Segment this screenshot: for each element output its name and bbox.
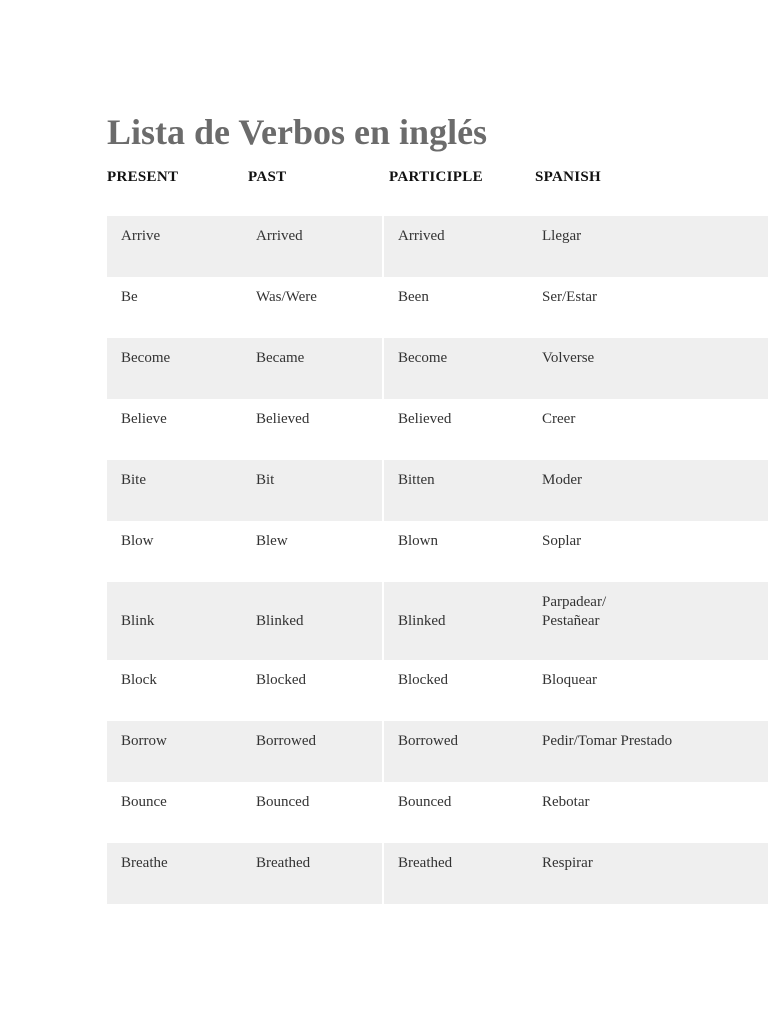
cell-participle: Been: [398, 289, 429, 305]
cell-present: Bite: [121, 472, 146, 488]
header-past: PAST: [248, 169, 287, 185]
cell-participle: Blown: [398, 533, 439, 549]
cell-spanish: Respirar: [542, 855, 593, 871]
cell-present: Be: [121, 289, 138, 305]
cell-spanish: Pedir/Tomar Prestado: [542, 733, 673, 749]
cell-present: Blink: [121, 613, 155, 629]
cell-past: Bit: [256, 472, 275, 488]
verb-table: [107, 216, 768, 904]
cell-present: Blow: [121, 533, 154, 549]
cell-present: Become: [121, 350, 171, 366]
cell-participle: Blocked: [398, 672, 448, 688]
header-participle: PARTICIPLE: [389, 169, 483, 185]
cell-participle: Bitten: [398, 472, 435, 488]
header-present: PRESENT: [107, 169, 179, 185]
cell-spanish: Llegar: [542, 228, 582, 244]
table-row: [107, 660, 768, 721]
cell-spanish: Bloquear: [542, 672, 597, 688]
cell-spanish: Volverse: [542, 350, 595, 366]
cell-past: Blocked: [256, 672, 306, 688]
table-row: [107, 338, 768, 399]
table-row: [107, 460, 768, 521]
cell-present: Believe: [121, 411, 167, 427]
table-row: [107, 521, 768, 582]
cell-spanish: Ser/Estar: [542, 289, 597, 305]
cell-spanish: Soplar: [542, 533, 582, 549]
cell-participle: Bounced: [398, 794, 452, 810]
table-row: [107, 843, 768, 904]
cell-spanish: Moder: [542, 472, 582, 488]
cell-present: Bounce: [121, 794, 167, 810]
cell-participle: Become: [398, 350, 448, 366]
table-row: [107, 582, 768, 660]
column-divider: [382, 721, 384, 782]
table-row: [107, 216, 768, 277]
column-divider: [382, 843, 384, 904]
cell-present: Borrow: [121, 733, 167, 749]
header-spanish: SPANISH: [535, 169, 602, 185]
cell-present: Block: [121, 672, 157, 688]
cell-past: Was/Were: [256, 289, 317, 305]
column-divider: [382, 338, 384, 399]
cell-present: Breathe: [121, 855, 168, 871]
cell-past: Blew: [256, 533, 288, 549]
cell-present: Arrive: [121, 228, 161, 244]
cell-past: Arrived: [256, 228, 303, 244]
cell-past: Borrowed: [256, 733, 316, 749]
cell-participle: Breathed: [398, 855, 453, 871]
cell-past: Became: [256, 350, 305, 366]
cell-spanish: Rebotar: [542, 794, 590, 810]
cell-past: Believed: [256, 411, 310, 427]
cell-past: Bounced: [256, 794, 310, 810]
cell-participle: Believed: [398, 411, 452, 427]
cell-participle: Arrived: [398, 228, 445, 244]
table-row: [107, 721, 768, 782]
cell-spanish: Creer: [542, 411, 576, 427]
cell-past: Breathed: [256, 855, 311, 871]
cell-spanish: Parpadear/ Pestañear: [542, 594, 607, 629]
table-row: [107, 782, 768, 843]
cell-participle: Borrowed: [398, 733, 458, 749]
table-row: [107, 399, 768, 460]
cell-participle: Blinked: [398, 613, 446, 629]
column-divider: [382, 216, 384, 277]
column-divider: [382, 460, 384, 521]
table-row: [107, 277, 768, 338]
column-divider: [382, 582, 384, 660]
page-title: Lista de Verbos en inglés: [107, 112, 488, 152]
cell-past: Blinked: [256, 613, 304, 629]
